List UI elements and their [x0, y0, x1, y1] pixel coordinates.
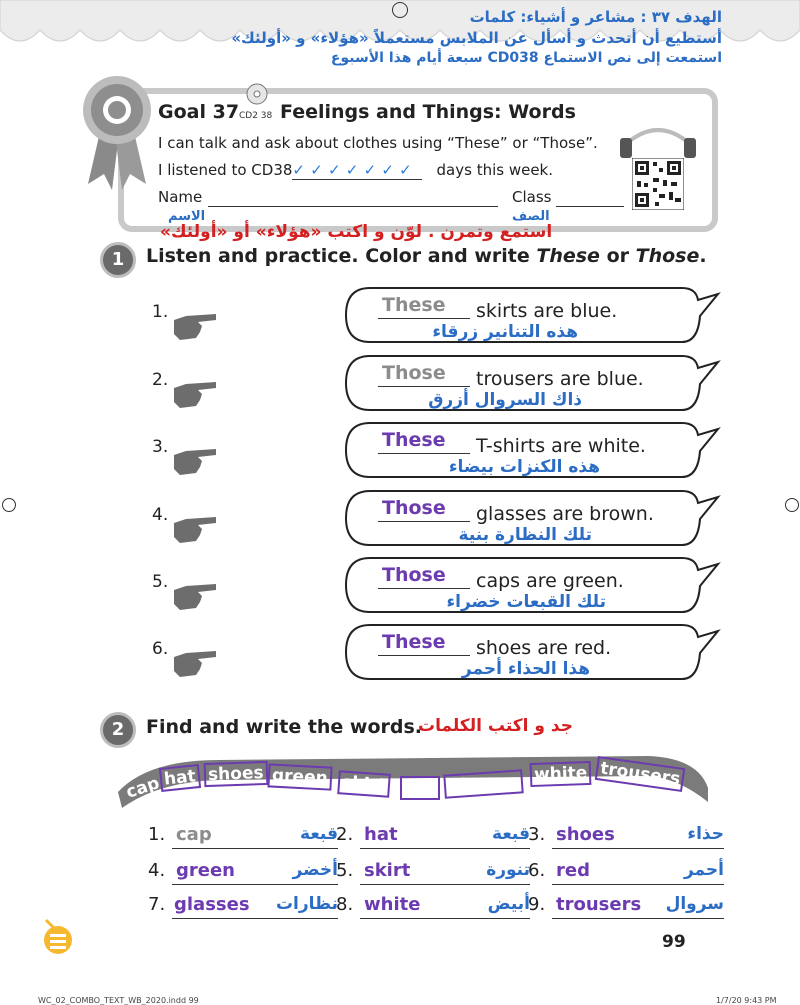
goal-can-do: I can talk and ask about clothes using “These” or “Those”.	[158, 134, 598, 152]
answer-line	[378, 386, 470, 387]
ribbon-word: green	[267, 763, 332, 790]
item-number: 6.	[152, 639, 169, 659]
pointing-hand-icon	[172, 443, 218, 479]
header-ar-line1: الهدف ٣٧ : مشاعر و أشياء: كلمات	[469, 8, 722, 26]
sentence-translation-ar: تلك القبعات خضراء	[446, 592, 606, 612]
registration-mark-top	[392, 2, 408, 18]
sentence-translation-ar: هذه الكنزات بيضاء	[448, 457, 600, 477]
answer-line	[378, 588, 470, 589]
listened-suffix: days this week.	[436, 161, 554, 179]
word-translation-ar: أخضر	[292, 860, 338, 880]
registration-mark-left	[2, 498, 16, 512]
ribbon-word: cap	[123, 773, 162, 803]
registration-mark-right	[785, 498, 799, 512]
word-number: 1.	[148, 824, 166, 845]
page-number: 99	[662, 932, 686, 952]
word-answer-line	[360, 884, 530, 885]
ribbon-word: red	[400, 776, 440, 800]
class-label: Class	[512, 188, 552, 206]
word-answer[interactable]: green	[176, 860, 235, 881]
answer-text[interactable]: These	[382, 631, 446, 653]
check-marks: ✓ ✓ ✓ ✓ ✓ ✓ ✓	[292, 161, 421, 180]
item-number: 3.	[152, 437, 169, 457]
name-line	[208, 206, 498, 207]
word-number: 6.	[528, 860, 546, 881]
class-ar: الصف	[512, 209, 550, 224]
answer-text[interactable]: These	[382, 429, 446, 451]
sentence-translation-ar: تلك النظارة بنية	[458, 525, 592, 545]
word-answer[interactable]: shoes	[556, 824, 615, 845]
item-number: 4.	[152, 505, 169, 525]
pointing-hand-icon	[172, 511, 218, 547]
section2-title: Find and write the words.	[146, 716, 423, 738]
item-number: 1.	[152, 302, 169, 322]
pointing-hand-icon	[172, 578, 218, 614]
ribbon-word: shoes	[204, 761, 268, 787]
sentence-translation-ar: ذاك السروال أزرق	[428, 390, 582, 410]
word-answer[interactable]: glasses	[174, 894, 250, 915]
word-translation-ar: قبعة	[492, 824, 530, 844]
pointing-hand-icon	[172, 308, 218, 344]
answer-text[interactable]: These	[382, 294, 446, 316]
sentence-translation-ar: هذه التنانير زرقاء	[432, 322, 578, 342]
section2-title-ar: جد و اكتب الكلمات	[418, 716, 573, 736]
word-translation-ar: أحمر	[683, 860, 724, 880]
word-answer[interactable]: skirt	[364, 860, 411, 881]
pointing-hand-icon	[172, 645, 218, 681]
pointing-hand-icon	[172, 376, 218, 412]
word-number: 4.	[148, 860, 166, 881]
ribbon-word: trousers	[595, 756, 686, 792]
goal-title	[158, 101, 239, 123]
word-number: 5.	[336, 860, 354, 881]
sentence-text: caps are green.	[476, 570, 624, 592]
speech-bubble	[342, 489, 708, 547]
answer-text[interactable]: Those	[382, 564, 446, 586]
sentence-text: trousers are blue.	[476, 368, 644, 390]
section1-title-these: These	[536, 245, 600, 267]
item-number: 5.	[152, 572, 169, 592]
ribbon-word: skIrt	[337, 770, 391, 798]
word-translation-ar: أبيض	[487, 894, 530, 914]
header-ar-line3: استمعت إلى نص الاستماع CD038 سبعة أيام هذا الأسبوع	[330, 50, 722, 66]
ribbon-word: hat	[159, 764, 201, 792]
word-answer[interactable]: cap	[176, 824, 212, 845]
word-answer-line	[552, 918, 724, 919]
word-answer-line	[360, 848, 530, 849]
word-translation-ar: حذاء	[687, 824, 724, 844]
word-number: 9.	[528, 894, 546, 915]
qr-code-icon	[632, 158, 684, 210]
logo-icon	[40, 914, 74, 958]
cd-label: CD2 38	[239, 111, 273, 121]
section1-title-those: Those	[635, 245, 700, 267]
class-line	[556, 206, 624, 207]
speech-bubble	[342, 556, 708, 614]
word-answer[interactable]: hat	[364, 824, 398, 845]
ribbon-word: glasses	[443, 769, 524, 798]
section1-title-a: Listen and practice. Color and write	[146, 245, 537, 267]
word-translation-ar: سروال	[665, 894, 724, 914]
sentence-text: glasses are brown.	[476, 503, 654, 525]
award-badge-icon	[78, 72, 156, 192]
speech-bubble	[342, 354, 708, 412]
header-ar-line2: أستطيع أن أتحدث و أسأل عن الملابس مستعملاً «هؤلاء» و «أولئك»	[231, 29, 722, 47]
word-number: 3.	[528, 824, 546, 845]
sentence-text: skirts are blue.	[476, 300, 618, 322]
section1-title-or: or	[599, 245, 636, 267]
name-label: Name	[158, 188, 203, 206]
word-answer-line	[172, 884, 338, 885]
sentence-translation-ar: هذا الحذاء أحمر	[461, 659, 590, 679]
answer-line	[378, 521, 470, 522]
word-number: 7.	[148, 894, 166, 915]
ribbon-word: white	[530, 761, 592, 787]
speech-bubble	[342, 421, 708, 479]
speech-bubble	[342, 623, 708, 681]
answer-text[interactable]: Those	[382, 362, 446, 384]
answer-text[interactable]: Those	[382, 497, 446, 519]
answer-line	[378, 655, 470, 656]
word-answer[interactable]: red	[556, 860, 590, 881]
footer-left: WC_02_COMBO_TEXT_WB_2020.indd 99	[38, 996, 199, 1005]
goal-listened	[158, 161, 553, 179]
word-answer[interactable]: trousers	[556, 894, 642, 915]
word-answer-line	[172, 918, 338, 919]
name-ar: الاسم	[168, 209, 206, 224]
item-number: 2.	[152, 370, 169, 390]
goal-subtitle: Feelings and Things: Words	[280, 101, 576, 123]
word-translation-ar: نظارات	[275, 894, 338, 914]
word-answer-line	[172, 848, 338, 849]
section1-title-end: .	[699, 245, 707, 267]
cd-icon	[244, 83, 270, 105]
word-translation-ar: قبعة	[300, 824, 338, 844]
answer-line	[378, 453, 470, 454]
sentence-text: T-shirts are white.	[476, 435, 646, 457]
section1-instruction-ar: استمع وتمرن . لوّن و اكتب «هؤلاء» أو «أولئك»	[160, 222, 553, 242]
word-number: 8.	[336, 894, 354, 915]
listened-prefix: I listened to CD38	[158, 161, 293, 179]
footer-right: 1/7/20 9:43 PM	[716, 996, 777, 1005]
word-answer-line	[552, 848, 724, 849]
word-translation-ar: تنورة	[486, 860, 530, 880]
goal-number: Goal 37	[158, 101, 240, 123]
section2-number: 2	[100, 712, 136, 748]
section1-title	[146, 245, 707, 267]
word-answer[interactable]: white	[364, 894, 421, 915]
word-answer-line	[552, 884, 724, 885]
section1-number: 1	[100, 242, 136, 278]
word-number: 2.	[336, 824, 354, 845]
word-answer-line	[360, 918, 530, 919]
speech-bubble	[342, 286, 708, 344]
sentence-text: shoes are red.	[476, 637, 612, 659]
answer-line	[378, 318, 470, 319]
